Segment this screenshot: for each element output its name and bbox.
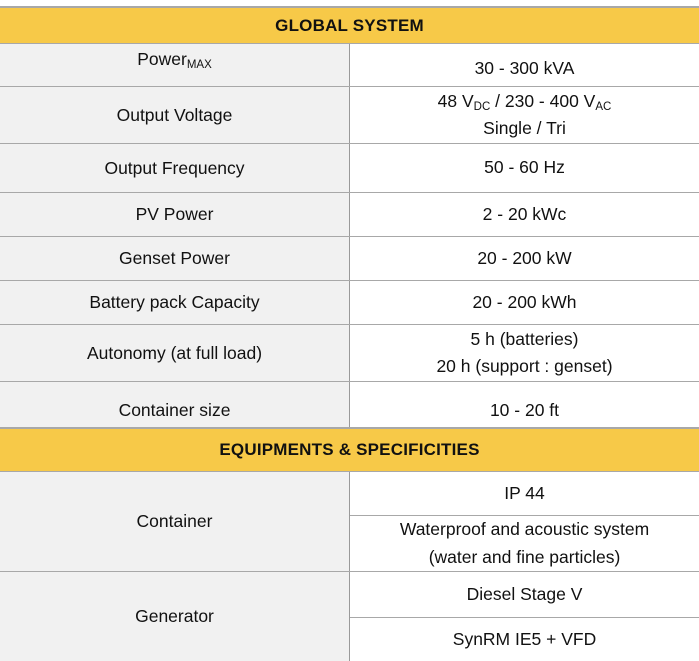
row-generator [0,572,699,661]
row-autonomy [0,325,699,382]
row-value: 20 - 200 kW [477,247,572,268]
row-label: Output Voltage [0,87,350,143]
row-value: 30 - 300 kVA [474,57,575,78]
row-power-max [0,44,699,87]
row-value: 2 - 20 kWc [482,203,567,224]
row-label: Generator [0,572,350,661]
row-battery-capacity [0,281,699,325]
row-pv-power [0,193,699,237]
row-value [350,87,699,143]
row-value: 10 - 20 ft [489,399,560,420]
section-header-equipments [0,427,699,472]
row-label [0,44,350,86]
generator-motor: SynRM IE5 + VFD [452,628,597,649]
row-label: Container size [0,382,350,427]
row-container [0,472,699,572]
row-label: Container [0,472,350,571]
power-label: PowerMAX [137,49,212,71]
section-header-global-system [0,6,699,44]
container-ip-rating: IP 44 [350,472,699,516]
row-label: Output Frequency [0,144,350,192]
row-label: Battery pack Capacity [0,281,350,324]
row-genset-power [0,237,699,281]
row-value: 20 - 200 kWh [472,291,577,312]
row-label: PV Power [0,193,350,236]
phase-line: Single / Tri [483,118,566,138]
row-output-frequency [0,144,699,193]
row-value: 50 - 60 Hz [484,157,565,178]
row-label: Genset Power [0,237,350,280]
row-label: Autonomy (at full load) [0,325,350,381]
row-value: 5 h (batteries) 20 h (support : genset) [436,328,613,376]
section-title: GLOBAL SYSTEM [275,15,424,35]
row-output-voltage [0,87,699,144]
container-waterproof: Waterproof and acoustic system (water and fine particles) [399,519,650,567]
generator-engine: Diesel Stage V [350,572,699,618]
row-container-size [0,382,699,427]
voltage-line: 48 VDC / 230 - 400 VAC [437,90,612,113]
section-title: EQUIPMENTS & SPECIFICITIES [219,440,480,459]
